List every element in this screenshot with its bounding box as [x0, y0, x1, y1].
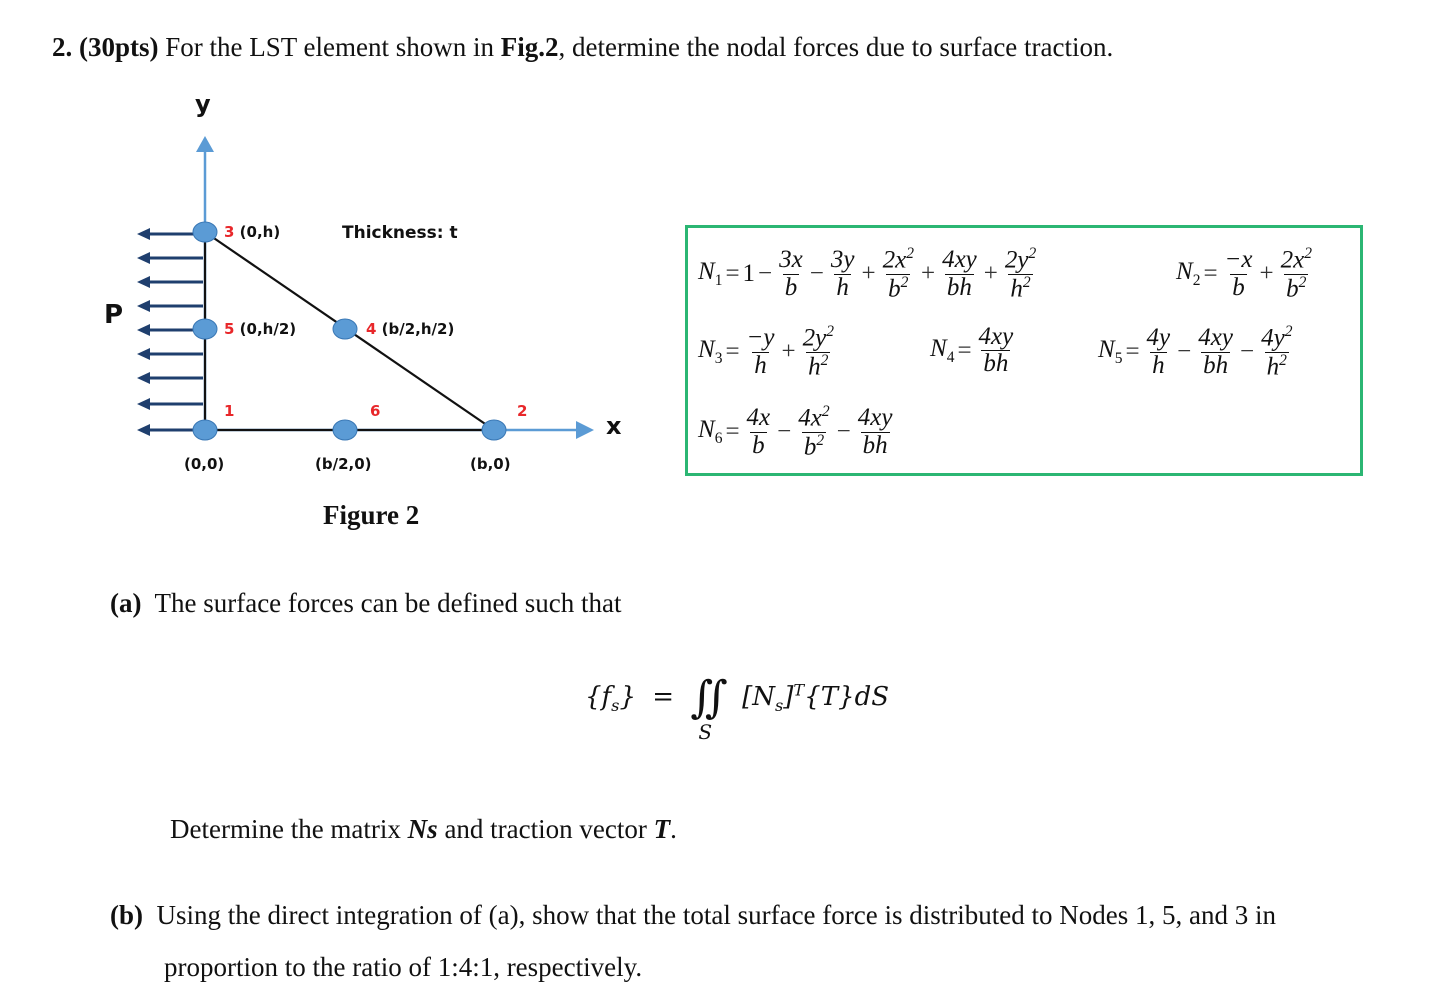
part-b-line1: Using the direct integration of (a), show that the total surface force is distributed to Nodes 1, 5, and 3 in — [156, 900, 1276, 930]
shape-function-n1: $N_1$ = 1 − $\frac{3x}{b}$ − $\frac{3y}{h}$ + $\frac{2x^2}{b^2}$ + $\frac{4xy}{bh}$ + $\frac{2y^2}{h^2}$ — [698, 245, 1037, 302]
traction-arrow — [137, 276, 203, 288]
node-3-number: 3 — [224, 223, 235, 241]
question-number: 2. — [52, 32, 73, 62]
part-a-label: (a) — [110, 588, 142, 618]
question-points: (30pts) — [79, 32, 159, 62]
surface-force-equation: $\{f_s\}$ = ∬ S $[N_s]^T\{T\}dS$ — [585, 672, 890, 744]
traction-arrow — [137, 372, 203, 384]
matrix-ns: Ns — [407, 814, 438, 844]
part-b-statement — [110, 900, 1276, 931]
y-axis-label: y — [195, 90, 211, 118]
node-4 — [333, 319, 357, 339]
part-a-statement — [110, 588, 622, 619]
node-5-coord: (0,h/2) — [239, 320, 297, 338]
node-1 — [193, 420, 217, 440]
coord-origin: (0,0) — [184, 455, 225, 473]
traction-arrow — [137, 300, 203, 312]
node-6-number: 6 — [370, 402, 381, 420]
thickness-label: Thickness: t — [342, 223, 458, 243]
traction-vector-t: T — [653, 814, 671, 844]
shape-function-n5: $N_5$ = $\frac{4y}{h}$ − $\frac{4xy}{bh}$ − $\frac{4y^2}{h^2}$ — [1098, 323, 1293, 380]
shape-functions-box — [685, 225, 1363, 476]
determine-prefix: Determine the matrix — [170, 814, 408, 844]
node-2-number: 2 — [517, 402, 528, 420]
node-6 — [333, 420, 357, 440]
node-4-label — [366, 320, 454, 338]
shape-function-n2: $N_2$ = $\frac{-x}{b}$ + $\frac{2x^2}{b^2}$ — [1176, 245, 1312, 302]
determine-end: . — [670, 814, 677, 844]
load-label: P — [104, 300, 124, 330]
traction-arrow — [137, 348, 203, 360]
node-3-coord: (0,h) — [239, 223, 281, 241]
part-a-text: The surface forces can be defined such that — [154, 588, 622, 618]
lst-element-diagram — [0, 0, 690, 560]
figure-reference: Fig.2 — [500, 32, 559, 62]
question-text-after: , determine the nodal forces due to surface traction. — [558, 32, 1114, 62]
coord-b: (b,0) — [470, 455, 511, 473]
x-axis-label: x — [606, 412, 622, 440]
traction-arrow — [137, 398, 203, 410]
x-axis-arrowhead — [576, 421, 594, 439]
shape-function-n3: $N_3$ = $\frac{-y}{h}$ + $\frac{2y^2}{h^2}$ — [698, 323, 834, 380]
node-4-number: 4 — [366, 320, 377, 338]
node-1-number: 1 — [224, 402, 235, 420]
shape-function-n6: $N_6$ = $\frac{4x}{b}$ − $\frac{4x^2}{b^2}$ − $\frac{4xy}{bh}$ — [698, 403, 893, 460]
node-5 — [193, 319, 217, 339]
determine-statement — [170, 814, 677, 845]
node-2 — [482, 420, 506, 440]
question-text-before: For the LST element shown in — [158, 32, 501, 62]
determine-mid: and traction vector — [437, 814, 654, 844]
shape-function-n4: $N_4$ = $\frac{4xy}{bh}$ — [930, 323, 1014, 378]
node-3-label — [224, 223, 280, 241]
part-b-line2: proportion to the ratio of 1:4:1, respectively. — [164, 952, 643, 982]
part-b-label: (b) — [110, 900, 143, 930]
node-3 — [193, 222, 217, 242]
coord-b-half: (b/2,0) — [315, 455, 372, 473]
node-5-label — [224, 320, 296, 338]
figure-caption: Figure 2 — [323, 500, 420, 530]
node-5-number: 5 — [224, 320, 235, 338]
traction-arrow — [137, 252, 203, 264]
y-axis-arrowhead — [196, 136, 214, 152]
node-4-coord: (b/2,h/2) — [381, 320, 455, 338]
